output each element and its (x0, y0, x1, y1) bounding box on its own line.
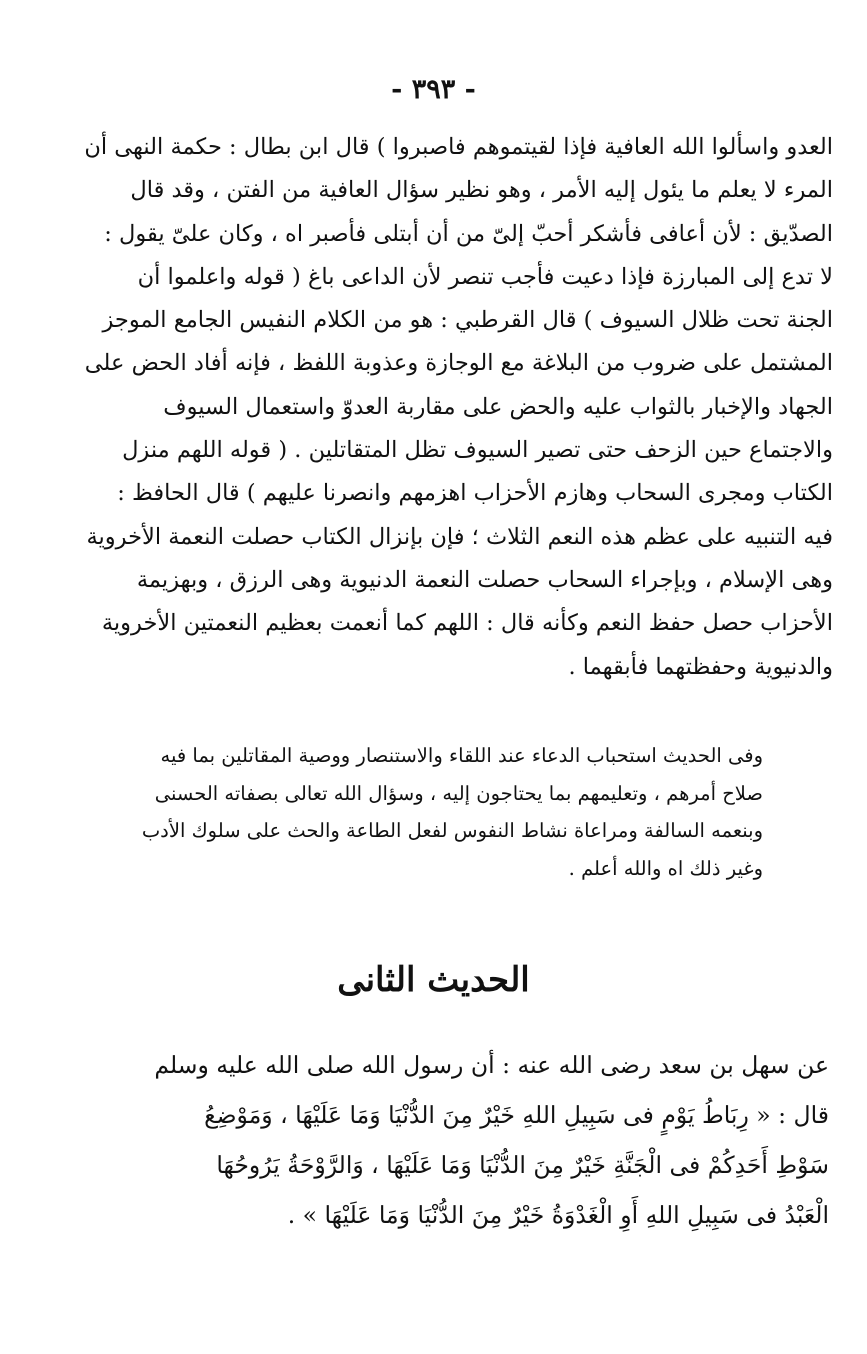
text-line: الجهاد والإخبار بالثواب عليه والحض على مقاربة العدوّ واستعمال السيوف (163, 393, 833, 420)
text-line: وبنعمه السالفة ومراعاة نشاط النفوس لفعل الطاعة والحث على سلوك الأدب (141, 819, 763, 842)
text-line: وغير ذلك اه والله أعلم . (568, 856, 763, 880)
text-line: والدنيوية وحفظتهما فأبقهما . (568, 653, 833, 680)
text-line: لا تدع إلى المبارزة فإذا دعيت فأجب تنصر لأن الداعى باغ ( قوله واعلموا أن (137, 263, 833, 290)
text-line: وهى الإسلام ، وبإجراء السحاب حصلت النعمة الدنيوية وهى الرزق ، وبهزيمة (136, 566, 833, 593)
text-line: الصدّيق : لأن أعافى فأشكر أحبّ إلىّ من أن أبتلى فأصبر اه ، وكان علىّ يقول : (104, 220, 833, 247)
text-line: والاجتماع حين الزحف حتى تصير السيوف تظل المتقاتلين . ( قوله اللهم منزل (122, 437, 833, 464)
text-line: صلاح أمرهم ، وتعليمهم بما يحتاجون إليه ، وسؤال الله تعالى بصفاته الحسنى (154, 781, 763, 805)
text-line: سَوْطِ أَحَدِكُمْ فى الْجَنَّةِ خَيْرٌ مِنَ الدُّنْيَا وَمَا عَلَيْهَا ، وَالرَّوْحَةُ يَرُوحُهَا (216, 1151, 829, 1179)
text-line: عن سهل بن سعد رضى الله عنه : أن رسول الله صلى الله عليه وسلم (154, 1051, 829, 1079)
page-number: - ٣٩٣ - (391, 74, 476, 105)
text-line: قال : « رِبَاطُ يَوْمٍ فى سَبِيلِ اللهِ خَيْرٌ مِنَ الدُّنْيَا وَمَا عَلَيْهَا ، وَمَوْضِعُ (204, 1101, 829, 1129)
text-line: وفى الحديث استحباب الدعاء عند اللقاء والاستنصار ووصية المقاتلين بما فيه (160, 744, 763, 767)
text-line: فيه التنبيه على عظم هذه النعم الثلاث ؛ فإن بإنزال الكتاب حصلت النعمة الأخروية (86, 523, 833, 550)
section-heading: الحديث الثانى (337, 960, 530, 1000)
text-line: الجنة تحت ظلال السيوف ) قال القرطبي : هو من الكلام النفيس الجامع الموجز (102, 307, 833, 334)
commentary-paragraph-1 (33, 126, 833, 689)
text-line: المرء لا يعلم ما يئول إليه الأمر ، وهو نظير سؤال العافية من الفتن ، وقد قال (130, 177, 833, 204)
text-line: العدو واسألوا الله العافية فإذا لقيتموهم فاصبروا ) قال ابن بطال : حكمة النهى أن (84, 134, 833, 160)
hadith-paragraph (39, 1040, 829, 1240)
text-line: الْعَبْدُ فى سَبِيلِ اللهِ أَوِ الْغَدْوَةُ خَيْرٌ مِنَ الدُّنْيَا وَمَا عَلَيْهَا » . (287, 1201, 829, 1229)
text-line: الأحزاب حصل حفظ النعم وكأنه قال : اللهم كما أنعمت بعظيم النعمتين الأخروية (101, 610, 833, 637)
text-line: الكتاب ومجرى السحاب وهازم الأحزاب اهزمهم وانصرنا عليهم ) قال الحافظ : (117, 480, 833, 507)
commentary-paragraph-2 (103, 737, 763, 887)
text-line: المشتمل على ضروب من البلاغة مع الوجازة وعذوبة اللفظ ، فإنه أفاد الحض على (84, 350, 833, 377)
